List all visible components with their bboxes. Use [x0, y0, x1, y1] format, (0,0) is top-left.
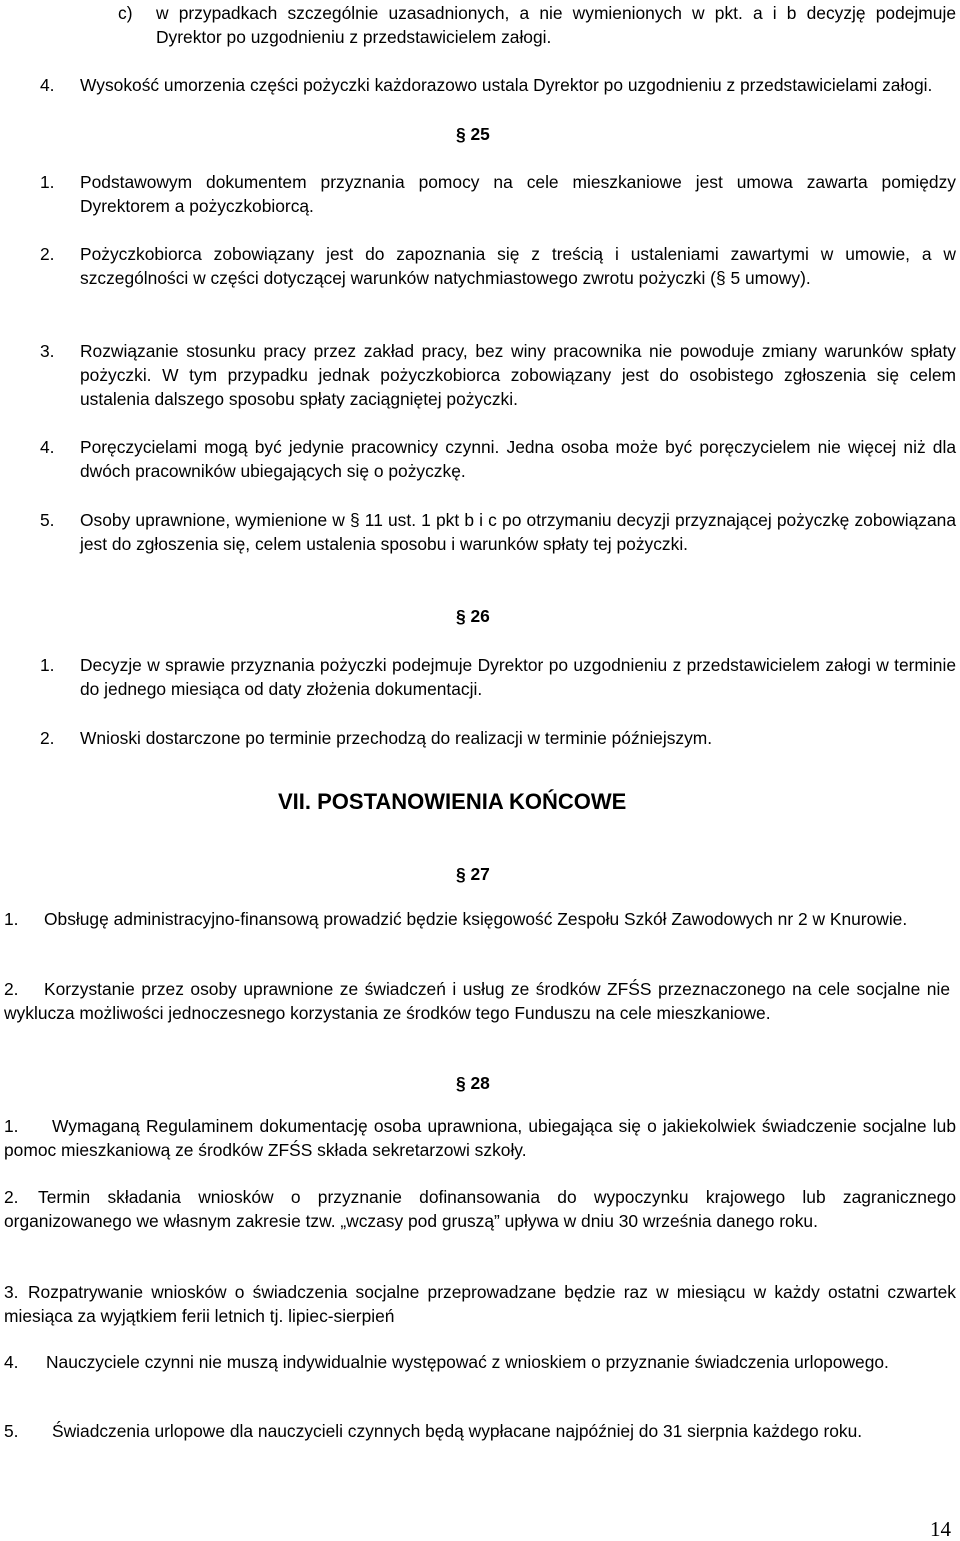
paragraph-text: Podstawowym dokumentem przyznania pomocy na cele mieszkaniowe jest umowa zawarta pomiędzy Dyrektorem a pożyczkobiorcą.: [80, 172, 956, 216]
s26-item-2: [40, 726, 956, 750]
s26-item-1: [40, 653, 956, 701]
paragraph-text: w przypadkach szczególnie uzasadnionych, a nie wymienionych w pkt. a i b decyzję podejmuje Dyrektor po uzgodnieniu z przedstawicielem załogi.: [156, 3, 956, 47]
paragraph-text: Pożyczkobiorca zobowiązany jest do zapoznania się z treścią i ustaleniami zawartymi w umowie, a w szczególności w części dotyczącej warunków natychmiastowego zwrotu pożyczki (§ 5 umowy).: [80, 244, 956, 288]
paragraph-text: Rozpatrywanie wniosków o świadczenia socjalne przeprowadzane będzie raz w miesiącu w każdy ostatni czwartek miesiąca za wyjątkiem ferii letnich tj. lipiec-sierpień: [4, 1282, 956, 1326]
s28-item-4: [4, 1350, 956, 1374]
paragraph-number: 3.: [4, 1282, 19, 1302]
paragraph-number: 2.: [4, 1187, 19, 1207]
paragraph-text: Świadczenia urlopowe dla nauczycieli czynnych będą wypłacane najpóźniej do 31 sierpnia każdego roku.: [52, 1421, 863, 1441]
s25-item-2: [40, 242, 956, 290]
paragraph-number: 5.: [40, 510, 55, 530]
s28-item-3: [4, 1280, 956, 1328]
paragraph-text: Korzystanie przez osoby uprawnione ze świadczeń i usług ze środków ZFŚS przeznaczonego na cele socjalne nie wyklucza możliwości jednoczesnego korzystania ze środków tego Funduszu na cele mieszkaniowe.: [4, 979, 950, 1023]
section-28-heading: § 28: [456, 1073, 490, 1093]
paragraph-4: [40, 73, 956, 97]
s28-item-2: [4, 1185, 956, 1233]
s25-item-3: [40, 339, 956, 411]
paragraph-number: 1.: [40, 172, 55, 192]
paragraph-number: 4.: [40, 437, 55, 457]
paragraph-text: Osoby uprawnione, wymienione w § 11 ust. 1 pkt b i c po otrzymaniu decyzji przyznającej pożyczkę zobowiązana jest do zgłoszenia się, celem ustalenia sposobu i warunków spłaty tej pożyczki.: [80, 510, 956, 554]
section-25-heading: § 25: [456, 124, 490, 144]
paragraph-text: Poręczycielami mogą być jedynie pracownicy czynni. Jedna osoba może być poręczycielem nie więcej niż dla dwóch pracowników ubiegających się o pożyczkę.: [80, 437, 956, 481]
paragraph-text: Rozwiązanie stosunku pracy przez zakład pracy, bez winy pracownika nie powoduje zmiany warunków spłaty pożyczki. W tym przypadku jednak pożyczkobiorca zobowiązany jest do osobistego zgłoszenia się celem ustalenia dalszego sposobu spłaty zaciągniętej pożyczki.: [80, 341, 956, 409]
s25-item-4: [40, 435, 956, 483]
s25-item-1: [40, 170, 956, 218]
paragraph-number: 4.: [40, 75, 55, 95]
paragraph-number: 1.: [40, 655, 55, 675]
paragraph-text: Wysokość umorzenia części pożyczki każdorazowo ustala Dyrektor po uzgodnieniu z przedstawicielami załogi.: [80, 75, 933, 95]
s28-item-5: [4, 1419, 956, 1443]
paragraph-number: 3.: [40, 341, 55, 361]
s25-item-5: [40, 508, 956, 556]
paragraph-text: Nauczyciele czynni nie muszą indywidualnie występować z wnioskiem o przyznanie świadczenia urlopowego.: [46, 1352, 889, 1372]
paragraph-number: c): [118, 3, 133, 23]
paragraph-number: 2.: [40, 728, 55, 748]
section-27-heading: § 27: [456, 864, 490, 884]
paragraph-number: 5.: [4, 1421, 19, 1441]
paragraph-number: 1.: [4, 1116, 19, 1136]
paragraph-c: [118, 1, 956, 49]
s27-item-1: [4, 907, 930, 931]
page-number: 14: [930, 1517, 951, 1541]
paragraph-text: Obsługę administracyjno-finansową prowadzić będzie księgowość Zespołu Szkół Zawodowych nr 2 w Knurowie.: [44, 909, 908, 929]
paragraph-number: 4.: [4, 1352, 19, 1372]
paragraph-number: 2.: [40, 244, 55, 264]
section-26-heading: § 26: [456, 606, 490, 626]
paragraph-text: Termin składania wniosków o przyznanie dofinansowania do wypoczynku krajowego lub zagranicznego organizowanego we własnym zakresie tzw. „wczasy pod gruszą” upływa w dniu 30 września danego roku.: [4, 1187, 956, 1231]
s28-item-1: [4, 1114, 956, 1162]
paragraph-number: 2.: [4, 979, 19, 999]
paragraph-text: Wnioski dostarczone po terminie przechodzą do realizacji w terminie późniejszym.: [80, 728, 713, 748]
paragraph-text: Wymaganą Regulaminem dokumentację osoba uprawniona, ubiegająca się o jakiekolwiek świadczenie socjalne lub pomoc mieszkaniową ze środków ZFŚS składa sekretarzowi szkoły.: [4, 1116, 956, 1160]
paragraph-text: Decyzje w sprawie przyznania pożyczki podejmuje Dyrektor po uzgodnieniu z przedstawicielem załogi w terminie do jednego miesiąca od daty złożenia dokumentacji.: [80, 655, 956, 699]
paragraph-number: 1.: [4, 909, 19, 929]
s27-item-2: [4, 977, 950, 1025]
chapter-heading: VII. POSTANOWIENIA KOŃCOWE: [278, 789, 627, 814]
